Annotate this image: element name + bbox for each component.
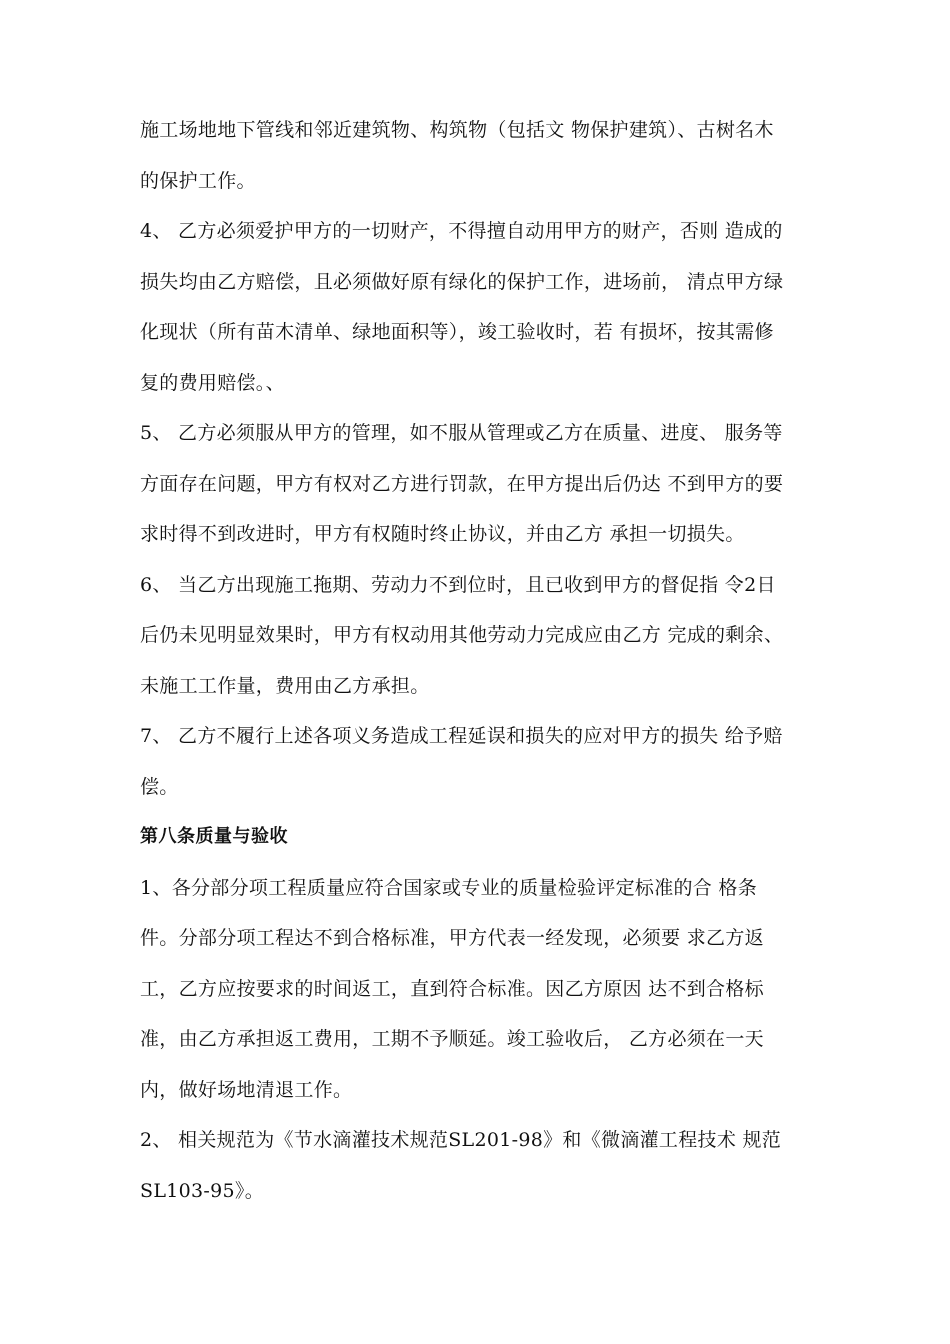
text-line: 准，由乙方承担返工费用，工期不予顺延。竣工验收后， 乙方必须在一天 [140,1028,764,1050]
text-line: 求时得不到改进时，甲方有权随时终止协议，并由乙方 承担一切损失。 [140,523,745,545]
section-heading: 第八条质量与验收 [140,826,288,847]
text-line: SL103-95》。 [140,1179,264,1202]
text-line: 后仍未见明显效果时，甲方有权动用其他劳动力完成应由乙方 完成的剩余、 [140,624,784,646]
clause-4-line: 4、 乙方必须爱护甲方的一切财产，不得擅自动用甲方的财产，否则 造成的 [140,220,783,242]
text-line: 的保护工作。 [140,169,256,192]
clause-7-line: 7、 乙方不履行上述各项义务造成工程延误和损失的应对甲方的损失 给予赔 [140,725,783,747]
text-line: 施工场地地下管线和邻近建筑物、构筑物（包括文 物保护建筑）、古树名木 [140,119,774,141]
text-line: 未施工工作量，费用由乙方承担。 [140,674,430,697]
text-line: 工，乙方应按要求的时间返工，直到符合标准。因乙方原因 达不到合格标 [140,977,764,1000]
text-line: 内，做好场地清退工作。 [140,1078,353,1101]
clause-1-line: 1、各分部分项工程质量应符合国家或专业的质量检验评定标准的合 格条 [140,876,758,899]
text-line: 偿。 [140,775,179,798]
text-line: 化现状（所有苗木清单、绿地面积等），竣工验收时，若 有损坏，按其需修 [140,321,774,343]
text-line: 方面存在问题，甲方有权对乙方进行罚款，在甲方提出后仍达 不到甲方的要 [140,472,784,495]
clause-5-line: 5、 乙方必须服从甲方的管理，如不服从管理或乙方在质量、进度、 服务等 [140,422,783,444]
text-line: 损失均由乙方赔偿，且必须做好原有绿化的保护工作，进场前， 清点甲方绿 [140,270,784,293]
clause-2-line: 2、 相关规范为《节水滴灌技术规范SL201-98》和《微滴灌工程技术 规范 [140,1129,782,1151]
text-line: 复的费用赔偿。、 [140,371,285,394]
clause-6-line: 6、 当乙方出现施工拖期、劳动力不到位时，且已收到甲方的督促指 令2日 [140,573,776,596]
document-body [140,105,830,1216]
text-line: 件。分部分项工程达不到合格标准，甲方代表一经发现，必须要 求乙方返 [140,927,764,949]
